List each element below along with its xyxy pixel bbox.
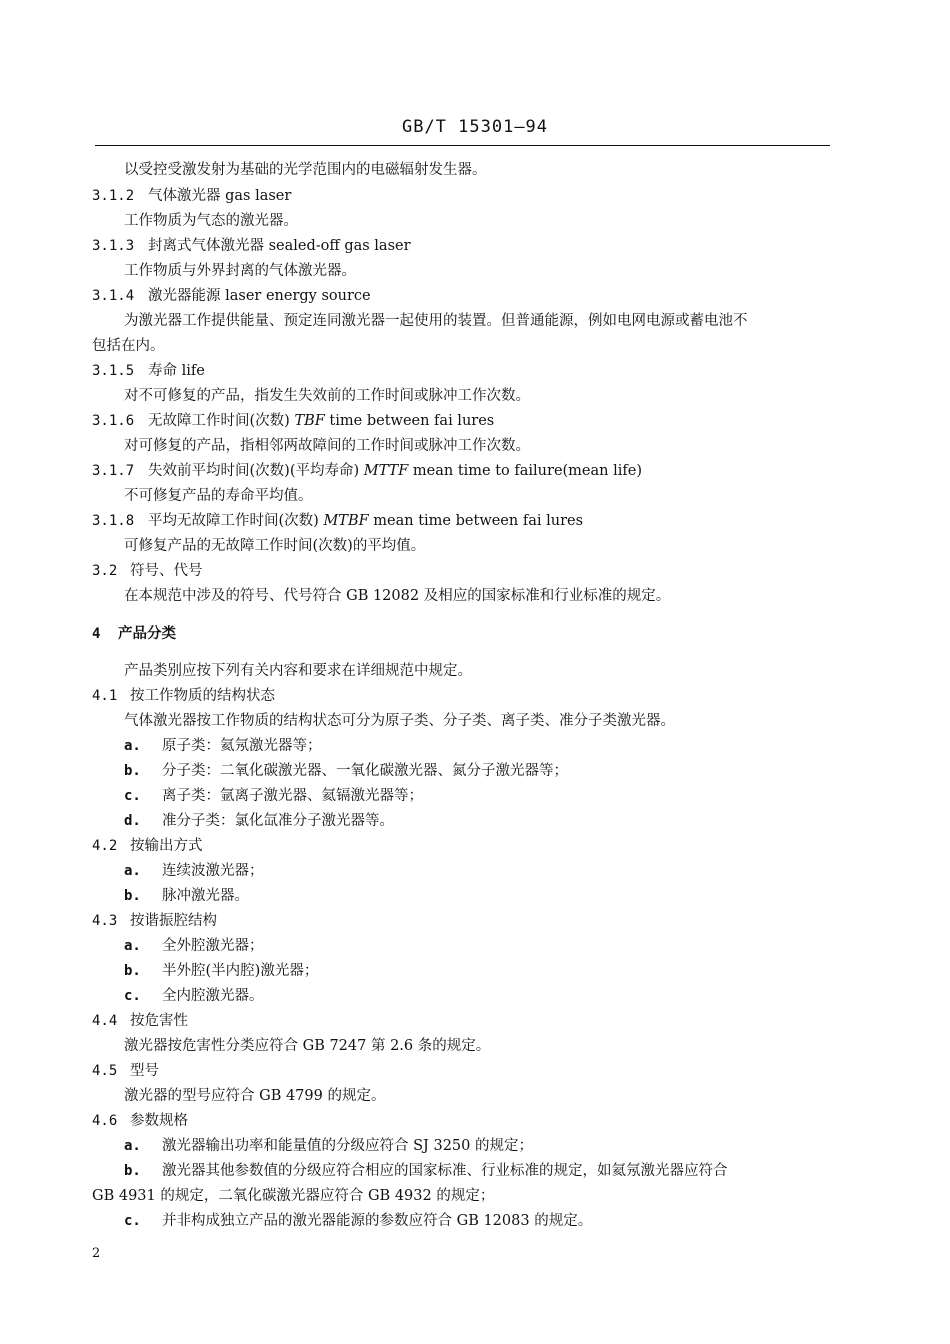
list-item: [124, 761, 568, 781]
definition-text: 对可修复的产品，指相邻两故障间的工作时间或脉冲工作次数。: [124, 438, 530, 454]
clause-title: 寿命 life: [148, 363, 205, 379]
clause-number: 3.1.6: [92, 413, 135, 429]
clause-abbreviation: TBF: [294, 413, 325, 429]
clause-title: 按危害性: [130, 1013, 188, 1029]
definition-text: 可修复产品的无故障工作时间(次数)的平均值。: [124, 538, 426, 554]
list-item: [124, 986, 264, 1006]
clause-abbreviation: MTTF: [363, 463, 409, 479]
clause-3-1-5: [92, 361, 205, 381]
definition-text-continued: 包括在内。: [92, 338, 165, 354]
list-marker: c.: [124, 1213, 141, 1229]
clause-title: 符号、代号: [130, 563, 203, 579]
list-item: [124, 936, 264, 956]
clause-title: 封离式气体激光器 sealed-off gas laser: [148, 238, 411, 254]
clause-4-6: [92, 1111, 188, 1131]
clause-title: 按工作物质的结构状态: [130, 688, 275, 704]
list-text: 并非构成独立产品的激光器能源的参数应符合 GB 12083 的规定。: [162, 1213, 593, 1229]
clause-number: 4.1: [92, 688, 118, 704]
clause-title: 按谐振腔结构: [130, 913, 217, 929]
clause-number: 3.1.5: [92, 363, 135, 379]
section-title: 产品分类: [118, 626, 176, 642]
list-marker: a.: [124, 938, 141, 954]
list-text: 离子类：氩离子激光器、氦镉激光器等；: [162, 788, 423, 804]
clause-3-1-3: [92, 236, 411, 256]
list-item: [124, 1161, 728, 1181]
list-text: 原子类：氦氖激光器等；: [162, 738, 322, 754]
clause-title: 型号: [130, 1063, 159, 1079]
clause-number: 4.6: [92, 1113, 118, 1129]
clause-4-4: [92, 1011, 188, 1031]
clause-number: 4.3: [92, 913, 118, 929]
clause-3-2: [92, 561, 203, 581]
list-item: [124, 961, 318, 981]
clause-title-prefix: 无故障工作时间(次数): [148, 413, 295, 429]
list-item: [124, 861, 264, 881]
definition-text: 为激光器工作提供能量、预定连同激光器一起使用的装置。但普通能源，例如电网电源或蓄电池不: [124, 313, 748, 329]
definition-text: 工作物质为气态的激光器。: [124, 213, 298, 229]
clause-number: 3.2: [92, 563, 118, 579]
clause-title: 激光器能源 laser energy source: [148, 288, 371, 304]
clause-3-1-2: [92, 186, 291, 206]
list-marker: a.: [124, 863, 141, 879]
page-header-standard-number: GB/T 15301—94: [401, 117, 549, 137]
list-marker: b.: [124, 1163, 141, 1179]
list-marker: a.: [124, 738, 141, 754]
list-marker: c.: [124, 788, 141, 804]
paragraph-text: 激光器按危害性分类应符合 GB 7247 第 2.6 条的规定。: [124, 1038, 491, 1054]
clause-number: 4.5: [92, 1063, 118, 1079]
clause-3-1-6: [92, 411, 494, 431]
definition-text: 不可修复产品的寿命平均值。: [124, 488, 313, 504]
definition-text: 对不可修复的产品，指发生失效前的工作时间或脉冲工作次数。: [124, 388, 530, 404]
clause-title-english: time between fai lures: [324, 413, 495, 429]
clause-number: 3.1.2: [92, 188, 135, 204]
list-item: [124, 1136, 533, 1156]
paragraph-text: 激光器的型号应符合 GB 4799 的规定。: [124, 1088, 386, 1104]
clause-4-1: [92, 686, 275, 706]
list-text: 准分子类：氯化氙准分子激光器等。: [162, 813, 394, 829]
clause-title-prefix: 失效前平均时间(次数)(平均寿命): [148, 463, 364, 479]
definition-text: 在本规范中涉及的符号、代号符合 GB 12082 及相应的国家标准和行业标准的规定。: [124, 588, 671, 604]
list-item: [124, 886, 249, 906]
clause-number: 4.2: [92, 838, 118, 854]
list-item: [124, 736, 322, 756]
clause-number: 4.4: [92, 1013, 118, 1029]
clause-title-prefix: 平均无故障工作时间(次数): [148, 513, 324, 529]
clause-number: 3.1.7: [92, 463, 135, 479]
list-marker: b.: [124, 963, 141, 979]
list-item-continued: GB 4931 的规定，二氧化碳激光器应符合 GB 4932 的规定；: [92, 1188, 495, 1204]
clause-number: 3.1.3: [92, 238, 135, 254]
clause-3-1-4: [92, 286, 371, 306]
list-marker: d.: [124, 813, 141, 829]
definition-text: 以受控受激发射为基础的光学范围内的电磁辐射发生器。: [124, 162, 487, 178]
paragraph-text: 气体激光器按工作物质的结构状态可分为原子类、分子类、离子类、准分子类激光器。: [124, 713, 675, 729]
list-text: 脉冲激光器。: [162, 888, 249, 904]
clause-4-3: [92, 911, 217, 931]
list-text: 激光器输出功率和能量值的分级应符合 SJ 3250 的规定；: [162, 1138, 533, 1154]
clause-abbreviation: MTBF: [323, 513, 369, 529]
list-text: 全外腔激光器；: [162, 938, 264, 954]
clause-title: 参数规格: [130, 1113, 188, 1129]
list-marker: b.: [124, 888, 141, 904]
list-marker: b.: [124, 763, 141, 779]
list-marker: a.: [124, 1138, 141, 1154]
clause-4-2: [92, 836, 203, 856]
section-4-heading: [92, 624, 176, 644]
list-item: [124, 1211, 592, 1231]
definition-text: 工作物质与外界封离的气体激光器。: [124, 263, 356, 279]
clause-3-1-8: [92, 511, 583, 531]
list-marker: c.: [124, 988, 141, 1004]
list-text: 激光器其他参数值的分级应符合相应的国家标准、行业标准的规定，如氦氖激光器应符合: [162, 1163, 728, 1179]
list-text: 半外腔(半内腔)激光器；: [162, 963, 319, 979]
list-text: 分子类：二氧化碳激光器、一氧化碳激光器、氮分子激光器等；: [162, 763, 568, 779]
list-text: 全内腔激光器。: [162, 988, 264, 1004]
clause-4-5: [92, 1061, 159, 1081]
paragraph-text: 产品类别应按下列有关内容和要求在详细规范中规定。: [124, 663, 472, 679]
section-number: 4: [92, 626, 101, 642]
clause-title: 气体激光器 gas laser: [148, 188, 292, 204]
clause-number: 3.1.4: [92, 288, 135, 304]
clause-title-english: mean time to failure(mean life): [408, 463, 642, 479]
list-text: 连续波激光器；: [162, 863, 264, 879]
clause-title: 按输出方式: [130, 838, 203, 854]
clause-3-1-7: [92, 461, 642, 481]
clause-number: 3.1.8: [92, 513, 135, 529]
list-item: [124, 811, 394, 831]
list-item: [124, 786, 423, 806]
header-rule: [95, 145, 830, 146]
clause-title-english: mean time between fai lures: [368, 513, 584, 529]
page-number: 2: [92, 1246, 101, 1261]
